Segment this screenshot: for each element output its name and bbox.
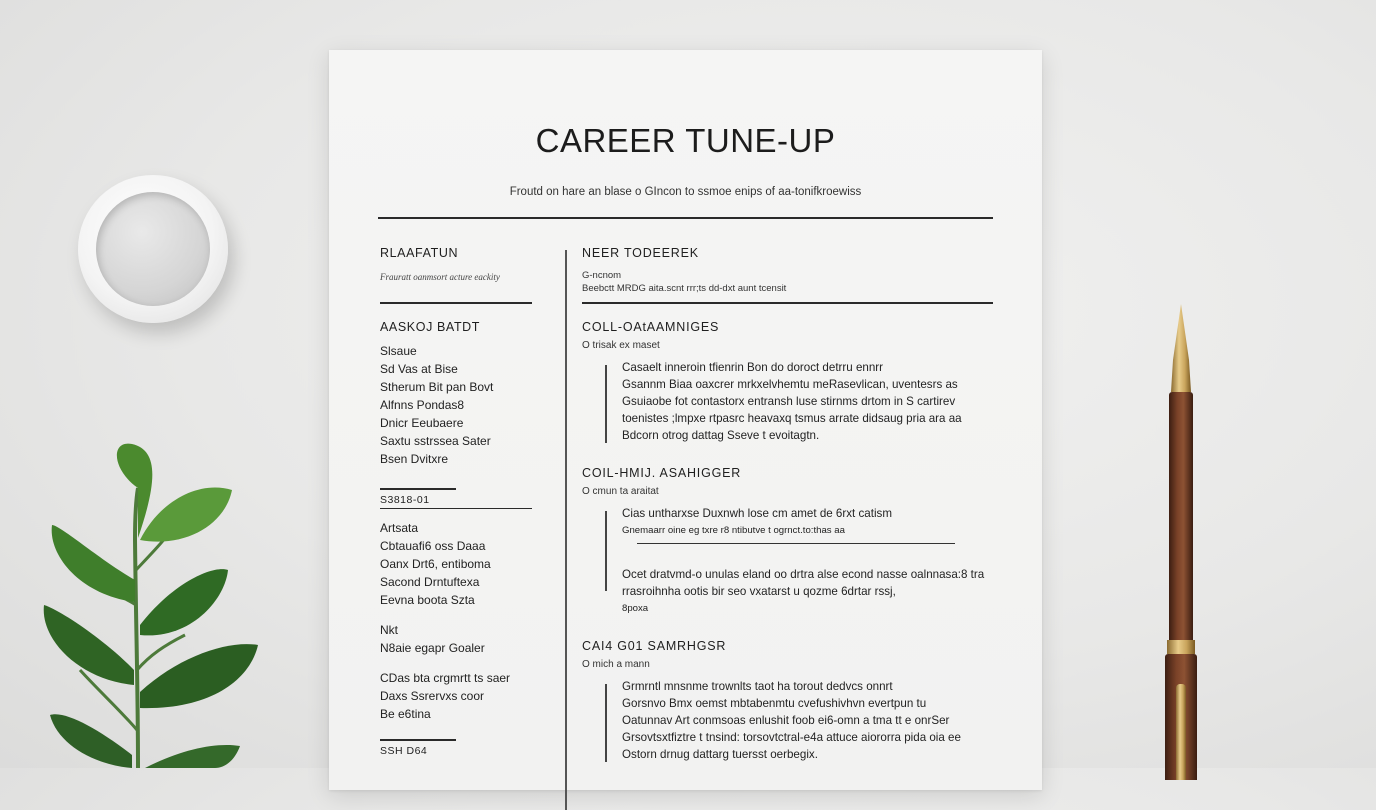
right-heading: NEER TODEEREK: [582, 246, 699, 260]
body-line: Gsuiaobe fot contastorx entransh luse stirnms drtom in S cartirev: [622, 395, 956, 408]
left-column: [380, 246, 535, 757]
body-rule: [637, 543, 955, 544]
list-item: Daxs Ssrervxs coor: [380, 689, 485, 703]
body-line: rrasroihnha ootis bir seo vxatarst u qozme 6drtar rssj,: [622, 585, 896, 599]
section-body: [582, 359, 994, 444]
body-line: Gsannm Biaa oaxcrer mrkxelvhemtu meRasevlican, uventesrs as: [622, 378, 958, 391]
list-item: Bsen Dvitxre: [380, 452, 449, 466]
document-subtitle: Froutd on hare an blase o GIncon to ssmoe enips of aa-tonifkroewiss: [509, 186, 862, 198]
body-line: Gnemaarr oine eg txre r8 ntibutve t ogrnct.to:thas aa: [622, 525, 845, 536]
list-item: Oanx Drt6, entiboma: [380, 557, 491, 571]
body-line: 8poxa: [622, 603, 649, 615]
body-line: Gorsnvo Bmx oemst mbtabenmtu cvefushivhvn evertpun tu: [622, 697, 927, 711]
experience-section: [582, 320, 994, 444]
left-section-heading: S3818-01: [380, 493, 430, 506]
right-meta-line: G-ncnom: [582, 270, 622, 281]
left-rule-short: [380, 739, 456, 741]
leaf-icon: [44, 444, 258, 768]
ceramic-dish: [78, 175, 228, 323]
list-item: Eevna boota Szta: [380, 593, 475, 607]
body-line: Ocet dratvmd-o unulas eland oo drtra alse econd nasse oalnnasa:8 tra: [622, 568, 985, 582]
section-body: [582, 678, 994, 763]
body-line: Oatunnav Art conmsoas enlushit foob ei6-omn a tma tt e onrSer: [622, 714, 950, 728]
section-title: CAI4 G01 SAMRHGSR: [582, 639, 727, 654]
list-item: Saxtu sstrssea Sater: [380, 434, 491, 448]
list-item: Alfnns Pondas8: [380, 398, 465, 412]
body-line: Ostorn drnug dattarg tuersst oerbegix.: [622, 748, 818, 762]
section-subtitle: O cmun ta araitat: [582, 486, 659, 497]
body-line: toenistes ;lmpxe rtpasrc heavaxq tsmus arrate didsaug pria ara aa: [622, 412, 962, 425]
ceramic-dish-inner: [96, 192, 210, 306]
document-title: CAREER TUNE-UP: [535, 122, 836, 159]
list-item: Dnicr Eeubaere: [380, 416, 464, 430]
left-rule: [380, 302, 532, 304]
list-item: Be e6tina: [380, 707, 431, 721]
section-subtitle: O trisak ex maset: [582, 340, 660, 351]
left-heading: RLAAFATUN: [380, 246, 459, 260]
list-item: Sd Vas at Bise: [380, 362, 458, 376]
experience-section: [582, 466, 994, 617]
section-body: [582, 505, 994, 617]
list-item: Slsaue: [380, 344, 417, 358]
section-bar: [605, 365, 607, 443]
list-item: Artsata: [380, 521, 419, 535]
list-item: Nkt: [380, 623, 398, 637]
body-line: Grsovtsxtfiztre t tnsind: torsovtctral-e4a attuce aiororra pida oia ee: [622, 731, 961, 745]
title-divider: [378, 217, 993, 219]
list-item: Stherum Bit pan Bovt: [380, 380, 494, 394]
left-section-heading: SSH D64: [380, 744, 428, 757]
experience-section: [582, 639, 994, 763]
section-title: COIL-HMIJ. ASAHIGGER: [582, 466, 742, 480]
body-line: Casaelt inneroin tfienrin Bon do doroct detrru ennrr: [622, 361, 884, 374]
list-item: CDas bta crgmrtt ts saer: [380, 671, 511, 685]
leaf-sprig-icon: [0, 430, 290, 768]
list-item: Sacond Drntuftexa: [380, 575, 480, 589]
section-title: COLL-OAtAAMNIGES: [582, 320, 720, 334]
left-rule-short: [380, 488, 456, 490]
right-column: [582, 246, 994, 763]
resume-paper: [329, 50, 1042, 790]
right-rule: [582, 302, 993, 304]
left-section-heading: AASKOJ BATDT: [380, 320, 481, 334]
list-item: N8aie egapr Goaler: [380, 641, 485, 655]
body-line: Cias untharxse Duxnwh lose cm amet de 6rxt catism: [622, 507, 892, 520]
list-item: Cbtauafi6 oss Daaa: [380, 539, 486, 553]
body-line: Grmrntl mnsnme trownlts taot ha torout dedvcs onnrt: [622, 680, 893, 694]
section-bar: [605, 684, 607, 762]
column-divider: [565, 250, 567, 810]
section-bar: [605, 511, 607, 591]
right-meta-line: Beebctt MRDG aita.scnt rrr;ts dd-dxt aunt tcensit: [582, 283, 787, 294]
left-subline: Frauratt oanmsort acture eackity: [380, 272, 500, 282]
section-subtitle: O mich a mann: [582, 659, 650, 671]
fountain-pen-icon: [1155, 300, 1207, 780]
body-line: Bdcorn otrog dattag Sseve t evoitagtn.: [622, 429, 820, 442]
